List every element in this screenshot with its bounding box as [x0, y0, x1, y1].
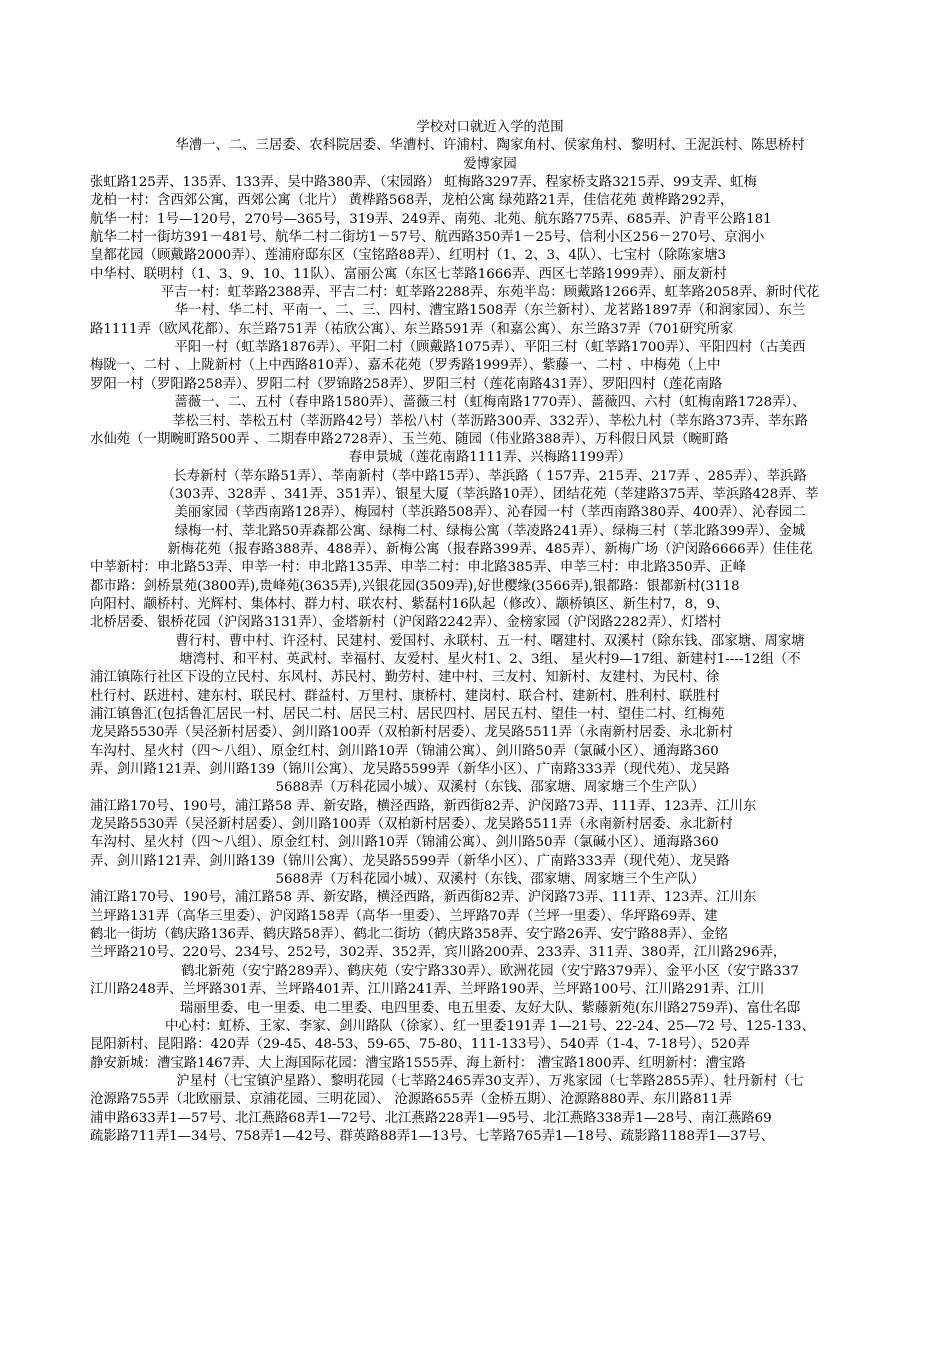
text-line: 都市路：剑桥景苑(3800弄),贵峰苑(3635弄),兴银花园(3509弄),好世樱缘(3566弄),银都路：银都新村(3118 [90, 578, 740, 594]
text-line: 皇都花园（顾戴路2000弄）、莲浦府邸东区（宝铭路88弄）、红明村（1、2、3、4队）、七宝村（除陈家塘3 [90, 248, 727, 264]
document-page [90, 119, 890, 1146]
text-line: 弄、剑川路121弄、剑川路139（锦川公寓）、龙吴路5599弄（新华小区）、广南路333弄（现代苑）、龙吴路 [90, 853, 730, 869]
text-line: 梅陇一、二村 、上陇新村（上中西路810弄）、嘉禾花苑（罗秀路1999弄）、紫藤一、二村 、中梅苑（上中 [90, 358, 721, 374]
text-line: 弄、剑川路121弄、剑川路139（锦川公寓）、龙吴路5599弄（新华小区）、广南路333弄（现代苑）、龙吴路 [90, 762, 730, 778]
text-line: 鹤北一街坊（鹤庆路136弄、鹤庆路58弄）、鹤北二街坊（鹤庆路358弄、安宁路26弄、安宁路88弄）、金铭 [90, 927, 728, 943]
text-line: 曹行村、曹中村、许泾村、民建村、爱国村、永联村、五一村、曙建村、双溪村（除东钱、邵家塘、周家塘 [175, 633, 805, 649]
text-line: 平吉一村：虹莘路2388弄、平吉二村：虹莘路2288弄、东苑半岛：顾戴路1266弄、虹莘路2058弄、新时代花 [160, 285, 820, 301]
text-line: 航华二村一街坊391－481号、航华二村二街坊1－57号、航西路350弄1－25号、信利小区256－270号、京润小 [90, 230, 765, 246]
text-line: 绿梅一村、莘北路50弄森都公寓、绿梅二村、绿梅公寓（莘凌路241弄）、绿梅三村（莘北路399弄）、金城 [174, 523, 806, 539]
text-line: 昆阳新村、昆阳路：420弄（29-45、48-53、59-65、75-80、111-133号）、540弄（1-4、7-18号）、520弄 [90, 1037, 750, 1053]
text-line: 北桥居委、银桥花园（沪闵路3131弄）、金塔新村（沪闵路2242弄）、金榜家园（沪闵路2282弄）、灯塔村 [90, 615, 722, 631]
text-line: 江川路248弄、兰坪路301弄、兰坪路401弄、江川路241弄、兰坪路190弄、兰坪路100号、江川路291弄、江川 [90, 982, 765, 998]
text-line: 5688弄（万科花园小城）、双溪村（东钱、邵家塘、周家塘三个生产队） [275, 872, 705, 888]
text-line: 车沟村、星火村（四～八组）、原金红村、剑川路10弄（锦浦公寓）、剑川路50弄（氯碱小区）、通海路360 [90, 835, 719, 851]
text-line: 兰坪路131弄（高华三里委）、沪闵路158弄（高华一里委）、兰坪路70弄（兰坪一里委）、华坪路69弄、建 [90, 908, 718, 924]
text-line: 中莘新村：申北路53弄、申莘一村：申北路135弄、申莘二村：申北路385弄、申莘三村：申北路350弄、正峰 [90, 560, 747, 576]
text-line: 长寿新村（莘东路51弄）、莘南新村（莘中路15弄）、莘浜路（ 157弄、215弄、217弄 、285弄）、莘浜路 [173, 468, 807, 484]
text-line: 水仙苑（一期畹町路500弄 、二期春申路2728弄）、玉兰苑、随园（伟业路388弄）、万科假日风景（畹町路 [90, 431, 729, 447]
text-line: 龙柏一村：含西郊公寓，西郊公寓（北片） 黄桦路568弄，龙柏公寓 绿苑路21弄，佳信花苑 黄桦路292弄， [90, 193, 734, 209]
text-line: 浦江路170号、190号，浦江路58 弄、新安路，横泾西路，新西街82弄、沪闵路73弄、111弄、123弄、江川东 [90, 798, 757, 814]
text-line: 华一村、华二村、平南一、二、三、四村、漕宝路1508弄（东兰新村）、龙茗路1897弄（和润家园）、东兰 [174, 303, 806, 319]
text-line: 航华一村：1号—120号，270号—365号，319弄、249弄、南苑、北苑、航东路775弄、685弄、沪青平公路181 [90, 211, 772, 227]
text-line: 美丽家园（莘西南路128弄）、梅园村（莘浜路508弄）、沁春园一村（莘西南路380弄、400弄）、沁春园二 [174, 505, 806, 521]
text-line: 浦申路633弄1—57号、北江燕路68弄1—72号、北江燕路228弄1—95号、北江燕路338弄1—28号、南江燕路69 [90, 1110, 772, 1126]
text-line: 蔷薇一、二、五村（春申路1580弄）、蔷薇三村（虹梅南路1770弄）、蔷薇四、六村（虹梅南路1728弄）、 [174, 395, 806, 411]
text-line: 春申景城（莲花南路1111弄、兴梅路1199弄） [348, 450, 632, 466]
text-line: 浦江镇鲁汇(包括鲁汇居民一村、居民二村、居民三村、居民四村、居民五村、望佳一村、望佳二村、红梅苑 [90, 707, 725, 722]
text-line: 静安新城：漕宝路1467弄、大上海国际花园：漕宝路1555弄、海上新村： 漕宝路1800弄、红明新村：漕宝路 [90, 1055, 746, 1071]
text-line: 浦江镇陈行社区下设的立民村、东风村、苏民村、勤劳村、建中村、三友村、知新村、友建村、为民村、徐 [90, 670, 720, 686]
text-line: （303弄、328弄 、341弄、351弄）、银星大厦（莘浜路10弄）、团结花苑（莘建路375弄、莘浜路428弄、莘 [161, 486, 819, 502]
text-line: 5688弄（万科花园小城）、双溪村（东钱、邵家塘、周家塘三个生产队） [275, 780, 705, 796]
text-line: 沧源路755弄（北欧丽景、京浦花园、三明花园）、 沧源路655弄（金桥五期）、沧源路880弄、东川路811弄 [90, 1092, 733, 1108]
text-line: 龙吴路5530弄（吴泾新村居委）、剑川路100弄（双柏新村居委）、龙吴路5511弄（永南新村居委、永北新村 [90, 817, 733, 833]
text-line: 新梅花苑（报春路388弄、488弄）、新梅公寓（报春路399弄、485弄）、新梅广场（沪闵路6666弄）佳佳花 [167, 541, 813, 557]
document-title: 学校对口就近入学的范围 [416, 120, 564, 135]
text-line: 路1111弄（欧风花都）、东兰路751弄（祐欣公寓）、东兰路591弄（和嘉公寓）、东兰路37弄（701研究所家 [90, 321, 734, 337]
text-line: 向阳村、颛桥村、光辉村、集体村、群力村、联农村、紫磊村16队起（修改）、颛桥镇区、新生村7，8，9、 [90, 596, 729, 612]
document-body [90, 137, 890, 1146]
text-line: 华漕一、二、三居委、农科院居委、华漕村、许浦村、陶家角村、侯家角村、黎明村、王泥浜村、陈思桥村 [175, 138, 805, 154]
text-line: 莘松三村、莘松五村（莘沥路42号）莘松八村（莘沥路300弄、332弄）、莘松九村（莘东路373弄、莘东路 [171, 413, 809, 429]
text-line: 中华村、联明村（1、3、9、10、11队）、富丽公寓（东区七莘路1666弄、西区七莘路1999弄）、丽友新村 [90, 266, 727, 282]
text-line: 龙吴路5530弄（吴泾新村居委）、剑川路100弄（双柏新村居委）、龙吴路5511弄（永南新村居委、永北新村 [90, 725, 733, 741]
text-line: 爱博家园 [463, 156, 517, 172]
text-line: 车沟村、星火村（四～八组）、原金红村、剑川路10弄（锦浦公寓）、剑川路50弄（氯碱小区）、通海路360 [90, 743, 719, 759]
text-line: 中心村：虹桥、王家、李家、剑川路队（徐家）、红一里委191弄 1—21号、22-24、25—72 号、125-133、 [165, 1018, 815, 1034]
text-line: 浦江路170号、190号，浦江路58 弄、新安路，横泾西路，新西街82弄、沪闵路73弄、111弄、123弄、江川东 [90, 890, 757, 906]
text-line: 瑞丽里委、电一里委、电二里委、电四里委、电五里委、友好大队、紫藤新苑(东川路2759弄)、富仕名邸 [179, 1000, 801, 1016]
text-line: 平阳一村（虹莘路1876弄）、平阳二村（顾戴路1075弄）、平阳三村（虹莘路1700弄）、平阳四村（古美西 [174, 340, 806, 356]
text-line: 张虹路125弄、135弄、133弄、吴中路380弄、（宋园路） 虹梅路3297弄、程家桥支路3215弄、99支弄、虹梅 [90, 175, 758, 191]
text-line: 兰坪路210号、220号、234号、252号，302弄、352弄，宾川路200弄、233弄、311弄、380弄，江川路296弄， [90, 945, 787, 961]
text-line: 塘湾村、和平村、英武村、幸福村、友爱村、星火村1、2、3组、 星火村9—17组、新建村1----12组（不 [179, 651, 801, 667]
text-line: 罗阳一村（罗阳路258弄）、罗阳二村（罗锦路258弄）、罗阳三村（莲花南路431弄）、罗阳四村（莲花南路 [90, 376, 723, 392]
text-line: 疏影路711弄1—34号、758弄1—42号、群英路88弄1—13号、七莘路765弄1—18号、疏影路1188弄1—37号、 [90, 1128, 775, 1144]
text-line: 沪星村（七宝镇沪星路）、黎明花园（七莘路2465弄30支弄）、万兆家园（七莘路2855弄）、牡丹新村（七 [176, 1073, 804, 1089]
text-line: 鹤北新苑（安宁路289弄）、鹤庆苑（安宁路330弄）、欧洲花园（安宁路379弄）、金平小区（安宁路337 [181, 963, 799, 979]
text-line: 杜行村、跃进村、建东村、联民村、群益村、万里村、康桥村、建岗村、联合村、建新村、胜利村、联胜村 [90, 688, 720, 704]
